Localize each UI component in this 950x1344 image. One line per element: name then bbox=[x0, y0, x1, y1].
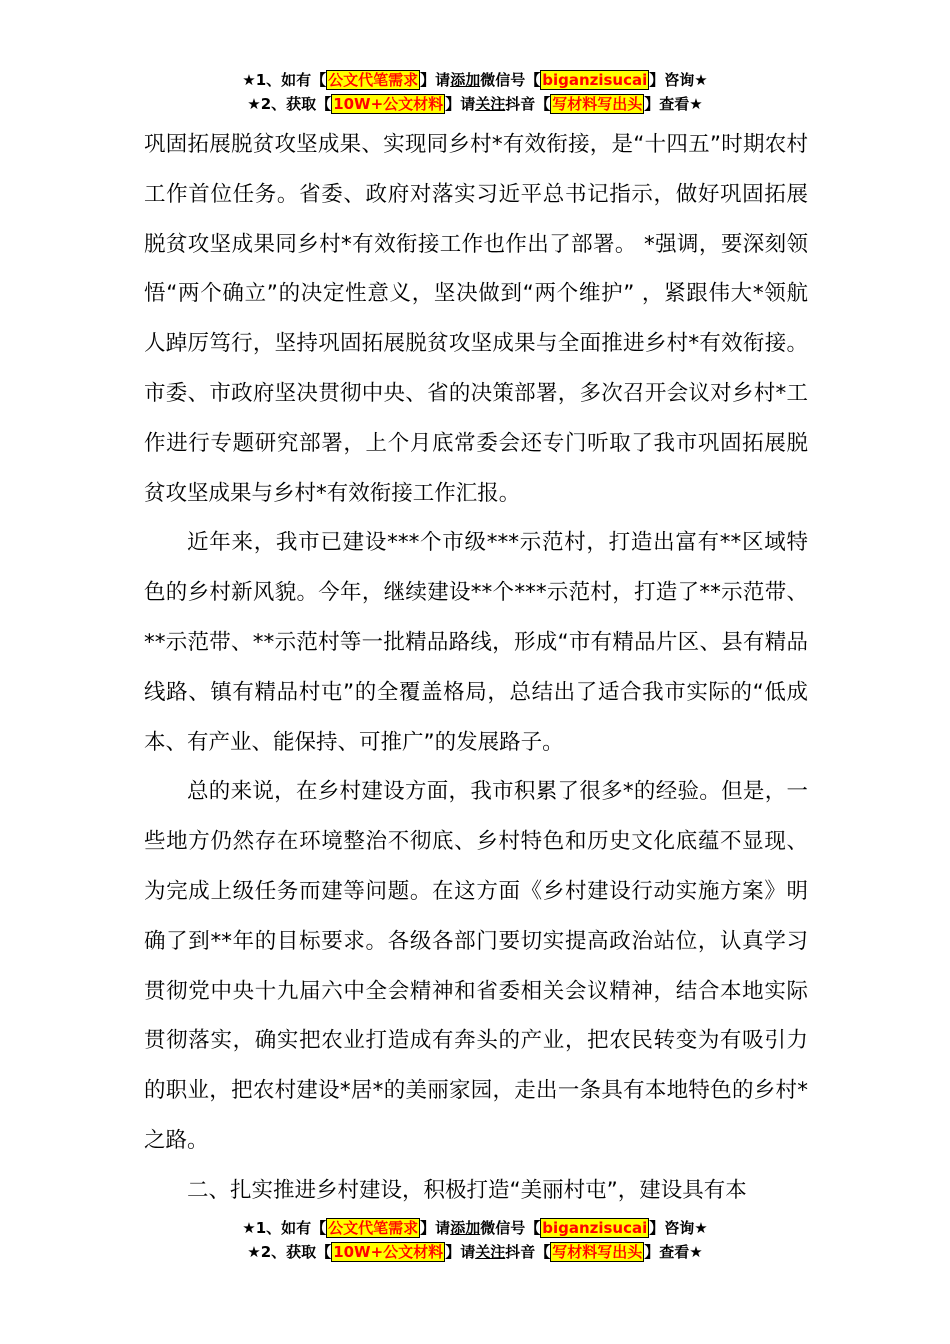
paragraph-3: 总的来说，在乡村建设方面，我市积累了很多*的经验。但是，一些地方仍然存在环境整治不彻底、乡村特色和历史文化底蕴不显现、为完成上级任务而建等问题。在这方面《乡村建设行动实施方案》明确了到**年的目标要求。各级各部门要切实提高政治站位，认真学习贯彻党中央十九届六中全会精神和省委相关会议精神，结合本地实际贯彻落实，确实把农业打造成有奔头的产业，把农民转变为有吸引力的职业，把农村建设*居*的美丽家园，走出一条具有本地特色的乡村*之路。 bbox=[144, 779, 808, 1153]
banner-line-1 bbox=[0, 68, 950, 92]
banner-line-2 bbox=[0, 92, 950, 116]
footer-line-2-mid2: 抖音【 bbox=[505, 1243, 551, 1261]
paragraph-1: 巩固拓展脱贫攻坚成果、实现同乡村*有效衔接，是“十四五”时期农村工作首位任务。省委、政府对落实习近平总书记指示，做好巩固拓展脱贫攻坚成果同乡村*有效衔接工作也作出了部署。 *强调，要深刻领悟“两个确立”的决定性意义，坚决做到“两个维护” ，紧跟伟大*领航人踔厉笃行，坚持巩固拓展脱贫攻坚成果与全面推进乡村*有效衔接。市委、市政府坚决贯彻中央、省的决策部署，多次召开会议对乡村*工作进行专题研究部署，上个月底常委会还专门听取了我市巩固拓展脱贫攻坚成果与乡村*有效衔接工作汇报。 bbox=[144, 132, 808, 506]
footer-line-1-prefix: ★1、如有【 bbox=[242, 1219, 327, 1237]
banner-line-2-highlight-materials: 10W+公文材料 bbox=[333, 95, 444, 113]
banner-line-1-underlined: 添加 bbox=[450, 71, 481, 89]
header-banner bbox=[0, 68, 950, 116]
footer-line-1-suffix: 】咨询★ bbox=[649, 1219, 708, 1237]
banner-line-2-mid: 】请 bbox=[445, 95, 476, 113]
footer-line-2-underlined: 关注 bbox=[475, 1243, 506, 1261]
footer-banner-line-2 bbox=[0, 1240, 950, 1264]
footer-line-1-highlight-service: 公文代笔需求 bbox=[328, 1219, 419, 1237]
banner-line-2-highlight-douyin: 写材料写出头 bbox=[552, 95, 643, 113]
banner-line-1-mid2: 微信号【 bbox=[480, 71, 541, 89]
footer-banner bbox=[0, 1216, 950, 1264]
banner-line-2-underlined: 关注 bbox=[475, 95, 506, 113]
banner-line-1-highlight-wechat: biganzisucai bbox=[542, 71, 648, 89]
footer-line-1-mid: 】请 bbox=[420, 1219, 451, 1237]
banner-line-2-suffix: 】查看★ bbox=[644, 95, 703, 113]
banner-line-1-highlight-service: 公文代笔需求 bbox=[328, 71, 419, 89]
footer-banner-line-1 bbox=[0, 1216, 950, 1240]
paragraph-2: 近年来，我市已建设***个市级***示范村，打造出富有**区域特色的乡村新风貌。今年，继续建设**个***示范村，打造了**示范带、**示范带、**示范村等一批精品路线，形成“市有精品片区、县有精品线路、镇有精品村屯”的全覆盖格局，总结出了适合我市实际的“低成本、有产业、能保持、可推广”的发展路子。 bbox=[144, 530, 808, 755]
footer-line-1-mid2: 微信号【 bbox=[480, 1219, 541, 1237]
banner-line-2-prefix: ★2、获取【 bbox=[247, 95, 332, 113]
banner-line-1-suffix: 】咨询★ bbox=[649, 71, 708, 89]
footer-line-1-highlight-wechat: biganzisucai bbox=[542, 1219, 648, 1237]
footer-line-2-highlight-materials: 10W+公文材料 bbox=[333, 1243, 444, 1261]
footer-line-2-highlight-douyin: 写材料写出头 bbox=[552, 1243, 643, 1261]
footer-line-2-suffix: 】查看★ bbox=[644, 1243, 703, 1261]
banner-line-1-prefix: ★1、如有【 bbox=[242, 71, 327, 89]
banner-line-2-mid2: 抖音【 bbox=[505, 95, 551, 113]
footer-line-2-mid: 】请 bbox=[445, 1243, 476, 1261]
document-body bbox=[144, 120, 808, 1216]
footer-line-2-prefix: ★2、获取【 bbox=[247, 1243, 332, 1261]
footer-line-1-underlined: 添加 bbox=[450, 1219, 481, 1237]
banner-line-1-mid: 】请 bbox=[420, 71, 451, 89]
section-heading-2: 二、扎实推进乡村建设，积极打造“美丽村屯”，建设具有本 bbox=[187, 1177, 747, 1203]
